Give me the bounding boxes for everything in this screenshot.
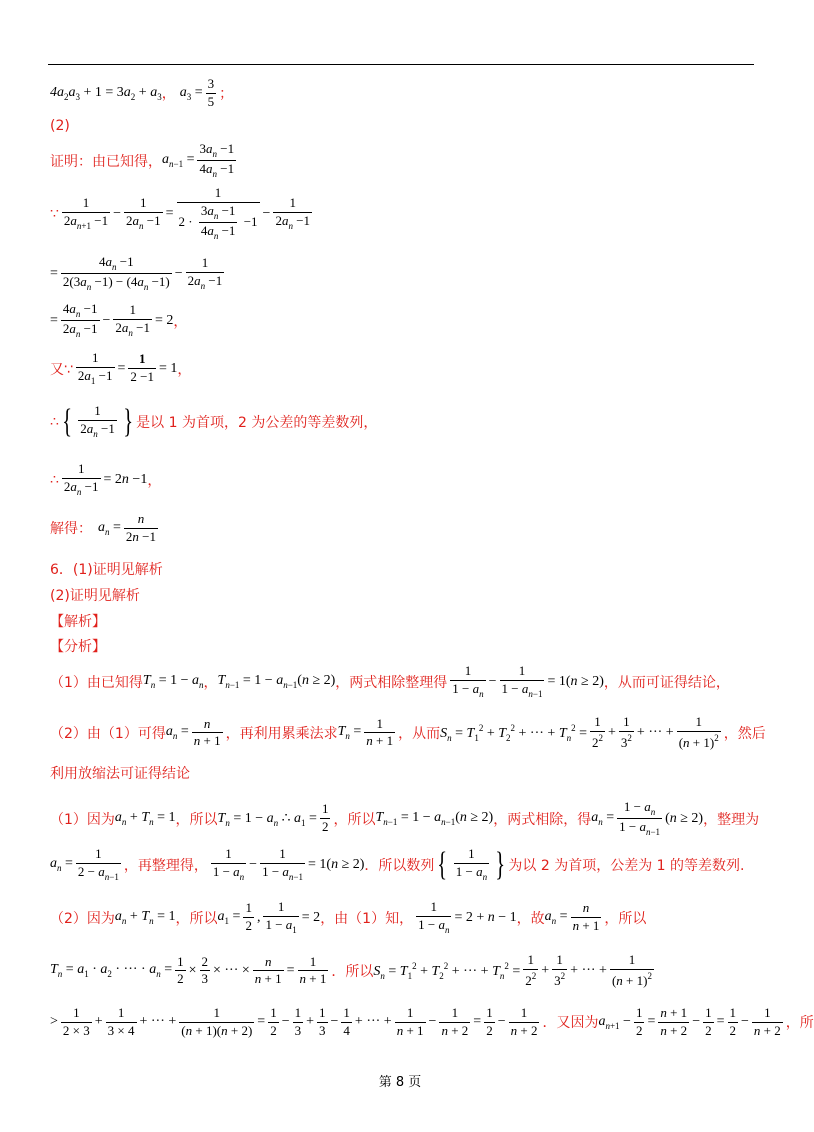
tag-fenxi: 【分析】	[50, 639, 106, 655]
therefore-symbol: ∴	[50, 471, 59, 488]
text: ．所以	[331, 963, 374, 980]
text: ，从而	[398, 725, 441, 742]
text: （1）因为	[50, 811, 115, 828]
equation-line-step3: = $\frac{4a_n -1}{2a_n -1}$ − $\frac{1}{2a_n -1}$ = 2 ，	[50, 301, 188, 340]
part-2-label: (2)	[50, 118, 70, 134]
q6-answer-1: 6．(1)证明见解析	[50, 562, 163, 578]
equation-line-1: $4a_2a_3 + 1 = 3a_2 + a_3$ ， $a_3$ = $\frac{3}{5}$ ；	[50, 76, 234, 109]
text: 为以 2 为首项，公差为 1 的等差数列.	[508, 857, 745, 874]
punct: ，	[173, 313, 188, 330]
sequence-description: 是以 1 为首项，2 为公差的等差数列，	[136, 414, 378, 431]
text: （1）由已知得	[50, 674, 143, 691]
solution-2-line-b: $T_n = a_1 \cdot a_2$ · ··· · $a_n$ = $\frac{1}{2}$ × $\frac{2}{3}$ × ··· × $\frac{n}{n + 1}$ = $\frac{1}{n + 1}$ ．所以 $S_n = T_1^2 + T_2^2$ + ··· + $T_n^2$ = $\frac{1}{2^2}$ + $\frac{1}{3^2}$ + ··· + $\frac{1}{(n + 1)^2}$	[50, 952, 652, 988]
text: ．所以数列	[364, 857, 435, 874]
text: ．又因为	[542, 1015, 599, 1032]
text: （2）因为	[50, 910, 115, 927]
text: ，再整理得，	[123, 857, 208, 874]
therefore-sequence-line: ∴ { 1 $2a_n -1$ } 是以 1 为首项，2 为公差的等差数列，	[50, 402, 378, 440]
q6-answer-2: (2)证明见解析	[50, 588, 140, 604]
tag-jiexi: 【解析】	[50, 614, 106, 630]
text: ，两式相除，得	[493, 811, 592, 828]
punct: ，	[177, 361, 192, 378]
punct: ，	[147, 472, 162, 489]
also-because: 又∵	[50, 361, 73, 378]
text: ，故	[516, 910, 545, 927]
also-because-line: 又∵ $\frac{1}{2a_1 -1}$ = $\frac{1}{2 -1}$ = 1 ，	[50, 350, 192, 386]
text: ，再利用累乘法求	[225, 725, 338, 742]
proof-prefix: 证明：由已知得，	[50, 153, 162, 170]
solution-2-line-c: > 1 2 × 3 + $\frac{1}{3 \times 4}$ + ··· + $\frac{1}{(n + 1)(n + 2)}$ = $\frac{1}{2}$ − $\frac{1}{3}$ + $\frac{1}{3}$ − $\frac{1}{4}$ + ··· + $\frac{1}{n + 1}$ − $\frac{1}{n + 2}$ = $\frac{1}{2}$ − $\frac{1}{n + 2}$ ．又因为 $a_{n+1}$ − $\frac{1}{2}$ = $\frac{n + 1}{n + 2}$ − $\frac{1}{2}$ = $\frac{1}{2}$ − $\frac{1}{n + 2}$ ，所	[50, 1005, 814, 1038]
text: ，两式相除整理得	[335, 674, 448, 691]
text: ，然后	[723, 725, 766, 742]
punct: ；	[219, 86, 234, 103]
solution-1-line-b: $a_n$ = $\frac{1}{2 - a_{n-1}}$ ，再整理得， 1 $1 - a_n$ − $\frac{1}{1 - a_{n-1}}$ = 1(n ≥ 2) ．所以数列 { 1 $1 - a_n$ } 为以 2 为首项，公差为 1 的等差数列.	[50, 845, 745, 883]
punct: ，	[161, 86, 176, 103]
proof-line: 证明：由已知得， $a_{n-1}$ = $\frac{3a_n -1}{4a_n -1}$	[50, 141, 235, 180]
solution-2-line-a: （2）因为 $a_n + T_n = 1$ ，所以 $a_1$ = $\frac{1}{2}$ , $\frac{1}{1 - a_1}$ = 2 ，由（1）知， $\frac{1}{1 - a_n}$ = 2 + n − 1 ，故 $a_n$ = $\frac{n}{n + 1}$ ，所以	[50, 899, 647, 935]
solve-line: 解得： $a_n$ = $\frac{n}{2n -1}$	[50, 511, 156, 544]
text: ，所以	[604, 910, 647, 927]
because-equation: ∵ 1 $2a_{n+1} -1$ − $\frac{1}{2a_n -1}$ = 1 2 · $\frac{3a_n -1}{4a_n -1}$ −1 − $\frac{1}{2a_n -1}$	[50, 185, 311, 242]
equation-line-step2: = $\frac{4a_n -1}{2(3a_n -1) - (4a_n -1)}$ − $\frac{1}{2a_n -1}$	[50, 254, 223, 293]
therefore-result-line: ∴ $\frac{1}{2a_n -1}$ = 2n −1 ，	[50, 461, 162, 497]
text: （2）由（1）可得	[50, 725, 166, 742]
header-rule	[48, 64, 754, 65]
text: ，由（1）知，	[320, 910, 414, 927]
page-number: 第 8 页	[378, 1075, 422, 1090]
analysis-2-line: （2）由（1）可得 $a_n$ = $\frac{n}{n + 1}$ ，再利用累乘法求 $T_n$ = $\frac{1}{n + 1}$ ，从而 $S_n = T_1^2 + T_2^2$ + ··· + $T_n^2$ = $\frac{1}{2^2}$ + $\frac{1}{3^2}$ + ··· + $\frac{1}{(n + 1)^2}$ ，然后	[50, 714, 766, 750]
text: ，所	[785, 1015, 814, 1032]
solution-1-line-a: （1）因为 $a_n + T_n = 1$ ，所以 $T_n = 1 - a_n$ ∴ $a_1$ = $\frac{1}{2}$ ，所以 $T_{n-1} = 1 - a_{n-1}(n \ge 2)$ ，两式相除，得 $a_n$ = $\frac{1 - a_n}{1 - a_{n-1}}$ (n ≥ 2) ，整理为	[50, 799, 760, 838]
text: ，从而可证得结论，	[603, 674, 730, 691]
therefore-symbol: ∴	[50, 413, 59, 430]
text: ，整理为	[703, 811, 760, 828]
analysis-2-cont: 利用放缩法可证得结论	[50, 766, 190, 782]
solve-label: 解得：	[50, 521, 92, 538]
text: ，所以	[175, 811, 218, 828]
because-symbol: ∵	[50, 205, 59, 222]
text: ，	[203, 674, 218, 691]
text: ，所以	[175, 910, 218, 927]
text: ，所以	[333, 811, 376, 828]
analysis-1-line: （1）由已知得 $T_n = 1 - a_n$ ， $T_{n-1} = 1 - a_{n-1}(n \ge 2)$ ，两式相除整理得 1 $1 - a_n$ − $\frac{1}{1 - a_{n-1}}$ = 1(n ≥ 2) ，从而可证得结论，	[50, 663, 730, 699]
